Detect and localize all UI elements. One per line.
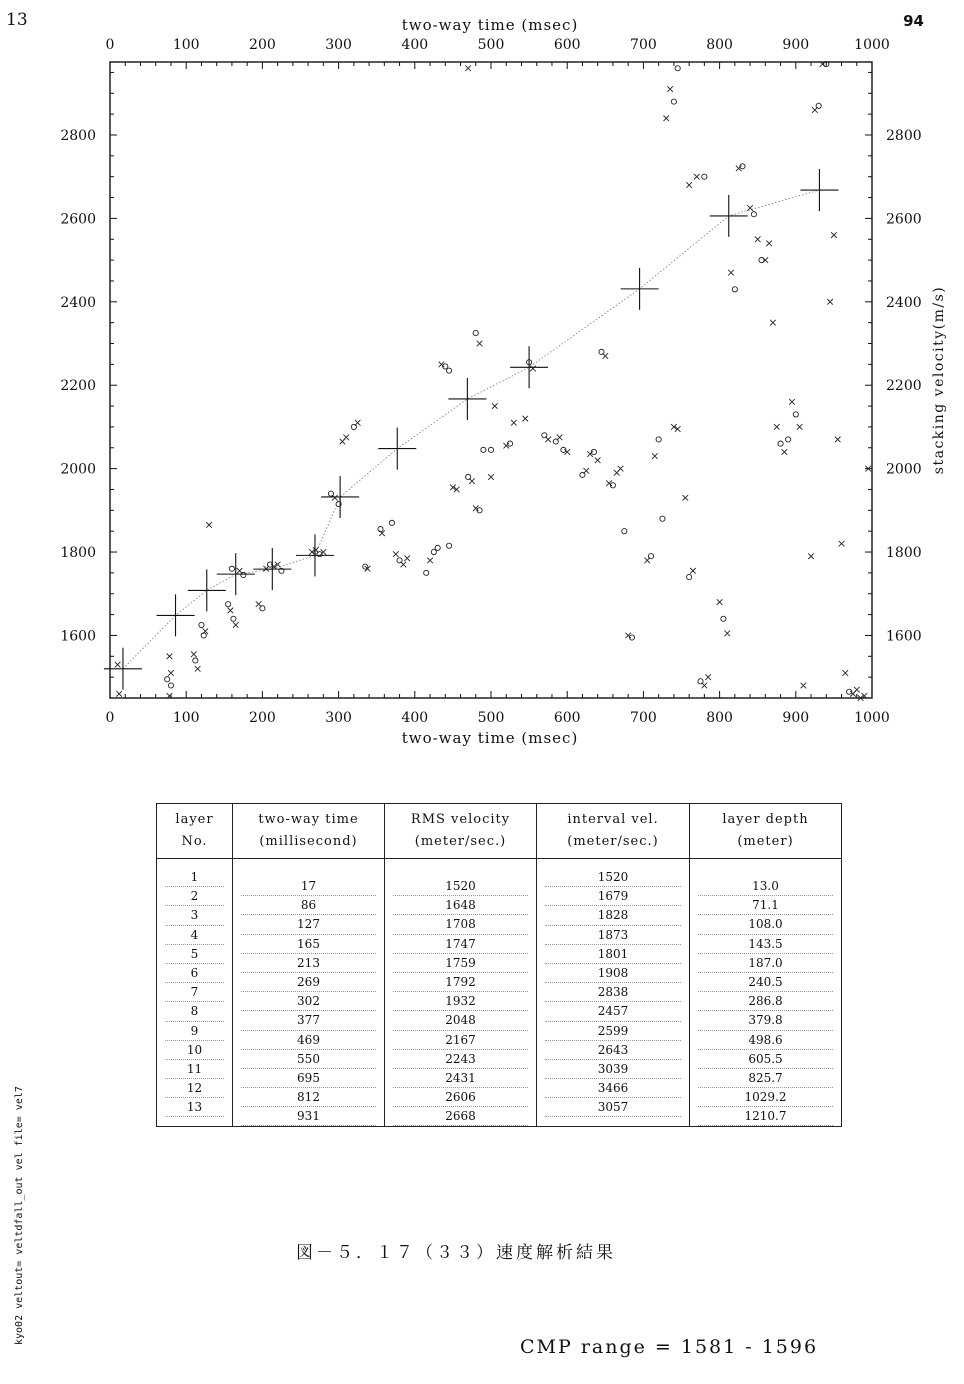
table-cell: 1	[165, 868, 224, 887]
table-cell: 2643	[545, 1041, 681, 1060]
point-cross	[763, 257, 769, 263]
table-header-row	[157, 804, 842, 859]
table-cell: 1828	[545, 906, 681, 925]
x-tick-label-top: 100	[172, 37, 200, 53]
table-cell: 17	[241, 877, 376, 896]
table-cell: 469	[241, 1031, 376, 1050]
pick-line	[123, 190, 819, 669]
x-tick-label-top: 600	[553, 37, 581, 53]
table-cell: 2431	[393, 1069, 528, 1088]
point-cross	[522, 416, 528, 422]
table-cell: 2668	[393, 1107, 528, 1126]
point-circle	[786, 437, 791, 442]
point-cross	[404, 555, 410, 561]
y-tick-label-left: 2000	[60, 461, 96, 478]
table-cell: 1759	[393, 954, 528, 973]
y-tick-label-right: 1600	[886, 628, 922, 645]
point-cross	[766, 241, 772, 247]
point-cross	[401, 562, 407, 568]
point-cross	[789, 399, 795, 405]
point-circle	[389, 520, 394, 525]
table-cell: 11	[165, 1060, 224, 1079]
point-cross	[492, 403, 498, 409]
point-cross	[755, 236, 761, 242]
point-circle	[488, 447, 493, 452]
point-cross	[702, 683, 708, 689]
point-cross	[195, 666, 201, 672]
point-cross	[557, 435, 563, 441]
point-cross	[332, 495, 338, 501]
point-circle	[816, 103, 821, 108]
point-cross	[355, 420, 361, 426]
point-circle	[648, 554, 653, 559]
point-cross	[770, 320, 776, 326]
point-cross	[663, 116, 669, 122]
point-cross	[545, 437, 551, 443]
table-cell: 1679	[545, 887, 681, 906]
point-cross	[583, 468, 589, 474]
point-circle	[481, 447, 486, 452]
x-tick-label-top: 0	[105, 37, 115, 53]
table-cell: 269	[241, 973, 376, 992]
table-cell: 5	[165, 945, 224, 964]
x-tick-label-bottom: 700	[630, 710, 657, 726]
x-tick-label-bottom: 1000	[854, 710, 890, 726]
table-cell: 71.1	[698, 896, 833, 915]
cmp-range: CMP range = 1581 - 1596	[520, 1336, 819, 1358]
x-tick-label-top: 900	[782, 37, 810, 53]
point-cross	[115, 662, 121, 668]
point-cross	[595, 457, 601, 463]
table-cell: 4	[165, 926, 224, 945]
point-circle	[378, 526, 383, 531]
point-circle	[671, 99, 676, 104]
col-layer-depth	[690, 859, 842, 1127]
x-tick-label-top: 300	[325, 37, 352, 53]
table-cell: 605.5	[698, 1050, 833, 1069]
y-tick-label-left: 1800	[60, 545, 96, 562]
y-tick-label-left: 2800	[60, 127, 96, 144]
table-cell: 8	[165, 1002, 224, 1021]
y-tick-label-left: 2400	[60, 294, 96, 311]
header-layer-depth: layer depth (meter)	[690, 804, 842, 859]
point-circle	[241, 572, 246, 577]
table-cell: 1210.7	[698, 1107, 833, 1126]
point-cross	[488, 474, 494, 480]
pick-marker	[253, 548, 291, 590]
point-circle	[193, 658, 198, 663]
table-cell: 10	[165, 1041, 224, 1060]
point-circle	[446, 368, 451, 373]
col-interval-vel	[537, 859, 690, 1127]
point-cross	[717, 599, 723, 605]
table-cell: 812	[241, 1088, 376, 1107]
y-tick-label-right: 2000	[886, 461, 922, 478]
pick-marker	[621, 268, 659, 310]
y-tick-label-right: 1800	[886, 545, 922, 562]
point-circle	[687, 574, 692, 579]
x-tick-label-bottom: 200	[249, 710, 276, 726]
table-cell: 1792	[393, 973, 528, 992]
point-cross	[511, 420, 517, 426]
point-cross	[603, 353, 609, 359]
table-cell: 695	[241, 1069, 376, 1088]
table-cell: 1873	[545, 926, 681, 945]
table-cell: 825.7	[698, 1069, 833, 1088]
page-number-right: 94	[903, 12, 924, 30]
point-circle	[793, 412, 798, 417]
point-cross	[801, 683, 807, 689]
header-rms-velocity: RMS velocity (meter/sec.)	[385, 804, 537, 859]
header-interval-vel: interval vel. (meter/sec.)	[537, 804, 690, 859]
table-cell: 1520	[393, 877, 528, 896]
table-cell: 1029.2	[698, 1088, 833, 1107]
tick-marks	[110, 62, 872, 698]
point-cross	[116, 691, 122, 697]
x-tick-label-bottom: 100	[172, 710, 200, 726]
point-cross	[774, 424, 780, 430]
point-cross	[469, 478, 475, 484]
point-circle	[165, 677, 170, 682]
col-two-way-time	[233, 859, 385, 1127]
velocity-picks	[104, 169, 838, 690]
table-cell: 2599	[545, 1022, 681, 1041]
pick-marker	[321, 476, 359, 518]
table-cell: 1908	[545, 964, 681, 983]
pick-marker	[510, 346, 548, 388]
table-cell: 13	[165, 1098, 224, 1117]
velocity-table	[156, 803, 842, 1127]
x-tick-label-bottom: 400	[401, 710, 429, 726]
point-circle	[721, 616, 726, 621]
point-cross	[618, 466, 624, 472]
y-tick-label-left: 1600	[60, 628, 96, 645]
table-cell: 6	[165, 964, 224, 983]
table-cell: 2838	[545, 983, 681, 1002]
point-circle	[656, 437, 661, 442]
table-cell: 2048	[393, 1011, 528, 1030]
point-cross	[206, 522, 212, 528]
point-cross	[686, 182, 692, 188]
point-cross	[724, 631, 730, 637]
point-cross	[393, 551, 399, 557]
point-cross	[835, 437, 841, 443]
header-layer-no: layer No.	[157, 804, 233, 859]
point-cross	[797, 424, 803, 430]
table-cell: 127	[241, 915, 376, 934]
table-cell: 13.0	[698, 877, 833, 896]
point-circle	[431, 549, 436, 554]
point-circle	[751, 212, 756, 217]
table-cell: 302	[241, 992, 376, 1011]
point-cross	[831, 232, 837, 238]
table-body-row	[157, 859, 842, 1127]
point-cross	[683, 495, 689, 501]
y-tick-label-right: 2400	[886, 294, 922, 311]
table-cell: 1708	[393, 915, 528, 934]
side-note: kyo02 veltout= veltdfall_out vel file= vel7	[14, 1086, 25, 1345]
table-cell: 2167	[393, 1031, 528, 1050]
point-cross	[465, 65, 471, 71]
x-tick-label-top: 800	[706, 37, 733, 53]
point-circle	[229, 566, 234, 571]
table-cell: 143.5	[698, 935, 833, 954]
point-cross	[191, 651, 197, 657]
point-circle	[778, 441, 783, 446]
point-cross	[667, 86, 673, 92]
semblance-points	[115, 61, 871, 701]
pick-marker	[710, 195, 748, 237]
point-cross	[343, 435, 349, 441]
table-cell: 1747	[393, 935, 528, 954]
point-circle	[622, 529, 627, 534]
point-circle	[424, 570, 429, 575]
y-axis-label-right: stacking velocity(m/s)	[931, 285, 947, 475]
pick-marker	[157, 594, 195, 636]
table-cell: 86	[241, 896, 376, 915]
point-cross	[827, 299, 833, 305]
table-cell: 165	[241, 935, 376, 954]
x-tick-label-bottom: 900	[782, 710, 810, 726]
table-cell: 3057	[545, 1098, 681, 1117]
point-circle	[199, 622, 204, 627]
table-cell: 1932	[393, 992, 528, 1011]
table-cell: 3039	[545, 1060, 681, 1079]
col-layer-no	[157, 859, 233, 1127]
pick-marker	[378, 428, 416, 470]
table-cell: 2243	[393, 1050, 528, 1069]
tick-labels	[60, 37, 921, 726]
point-circle	[231, 616, 236, 621]
x-tick-label-top: 700	[630, 37, 657, 53]
point-cross	[694, 174, 700, 180]
pick-marker	[800, 169, 838, 211]
point-cross	[747, 205, 753, 211]
point-cross	[168, 670, 174, 676]
header-two-way-time: two-way time (millisecond)	[233, 804, 385, 859]
point-circle	[732, 287, 737, 292]
point-cross	[705, 674, 711, 680]
point-cross	[167, 653, 173, 659]
table-cell: 12	[165, 1079, 224, 1098]
x-tick-label-bottom: 300	[325, 710, 352, 726]
point-cross	[427, 558, 433, 564]
point-cross	[690, 568, 696, 574]
point-cross	[843, 670, 849, 676]
point-circle	[446, 543, 451, 548]
table-cell: 187.0	[698, 954, 833, 973]
table-cell: 7	[165, 983, 224, 1002]
x-tick-label-bottom: 800	[706, 710, 733, 726]
table-cell: 377	[241, 1011, 376, 1030]
y-tick-label-right: 2600	[886, 211, 922, 228]
table-cell: 3466	[545, 1079, 681, 1098]
point-cross	[652, 453, 658, 459]
x-tick-label-top: 1000	[854, 37, 890, 53]
point-cross	[477, 341, 483, 347]
point-circle	[226, 602, 231, 607]
point-cross	[233, 622, 239, 628]
table-cell: 931	[241, 1107, 376, 1126]
point-circle	[473, 330, 478, 335]
point-cross	[728, 270, 734, 276]
page-number-left: 13	[6, 10, 28, 30]
pick-marker	[296, 534, 334, 576]
y-tick-label-right: 2200	[886, 378, 922, 395]
y-tick-label-left: 2600	[60, 211, 96, 228]
table-cell: 240.5	[698, 973, 833, 992]
table-cell: 2	[165, 887, 224, 906]
table-cell: 2606	[393, 1088, 528, 1107]
plot-frame	[110, 62, 872, 698]
table-cell: 1801	[545, 945, 681, 964]
table-cell: 1520	[545, 868, 681, 887]
point-cross	[854, 687, 860, 693]
x-tick-label-top: 200	[249, 37, 276, 53]
point-cross	[530, 366, 536, 372]
table-cell: 379.8	[698, 1011, 833, 1030]
figure-caption: 図－５．１７（３３）速度解析結果	[296, 1243, 616, 1263]
x-tick-label-bottom: 500	[477, 710, 505, 726]
point-circle	[702, 174, 707, 179]
table-cell: 9	[165, 1022, 224, 1041]
y-tick-label-right: 2800	[886, 127, 922, 144]
point-cross	[839, 541, 845, 547]
table-cell: 213	[241, 954, 376, 973]
table-cell: 498.6	[698, 1031, 833, 1050]
point-cross	[782, 449, 788, 455]
point-cross	[228, 608, 234, 614]
x-axis-label-top: two-way time (msec)	[401, 16, 579, 34]
point-circle	[660, 516, 665, 521]
table-cell: 2457	[545, 1002, 681, 1021]
point-circle	[675, 66, 680, 71]
point-circle	[168, 683, 173, 688]
pick-marker	[188, 569, 226, 611]
point-circle	[435, 545, 440, 550]
pick-marker	[217, 553, 255, 595]
point-circle	[201, 633, 206, 638]
table-cell: 1648	[393, 896, 528, 915]
x-axis-label-bottom: two-way time (msec)	[401, 729, 579, 747]
table-cell: 3	[165, 906, 224, 925]
col-rms-velocity	[385, 859, 537, 1127]
y-tick-label-left: 2200	[60, 378, 96, 395]
point-circle	[260, 606, 265, 611]
table-cell: 108.0	[698, 915, 833, 934]
point-cross	[808, 553, 814, 559]
table-cell: 550	[241, 1050, 376, 1069]
table-cell: 286.8	[698, 992, 833, 1011]
x-tick-label-bottom: 600	[553, 710, 581, 726]
x-tick-label-bottom: 0	[105, 710, 115, 726]
x-tick-label-top: 400	[401, 37, 429, 53]
pick-marker	[448, 378, 486, 420]
x-tick-label-top: 500	[477, 37, 505, 53]
